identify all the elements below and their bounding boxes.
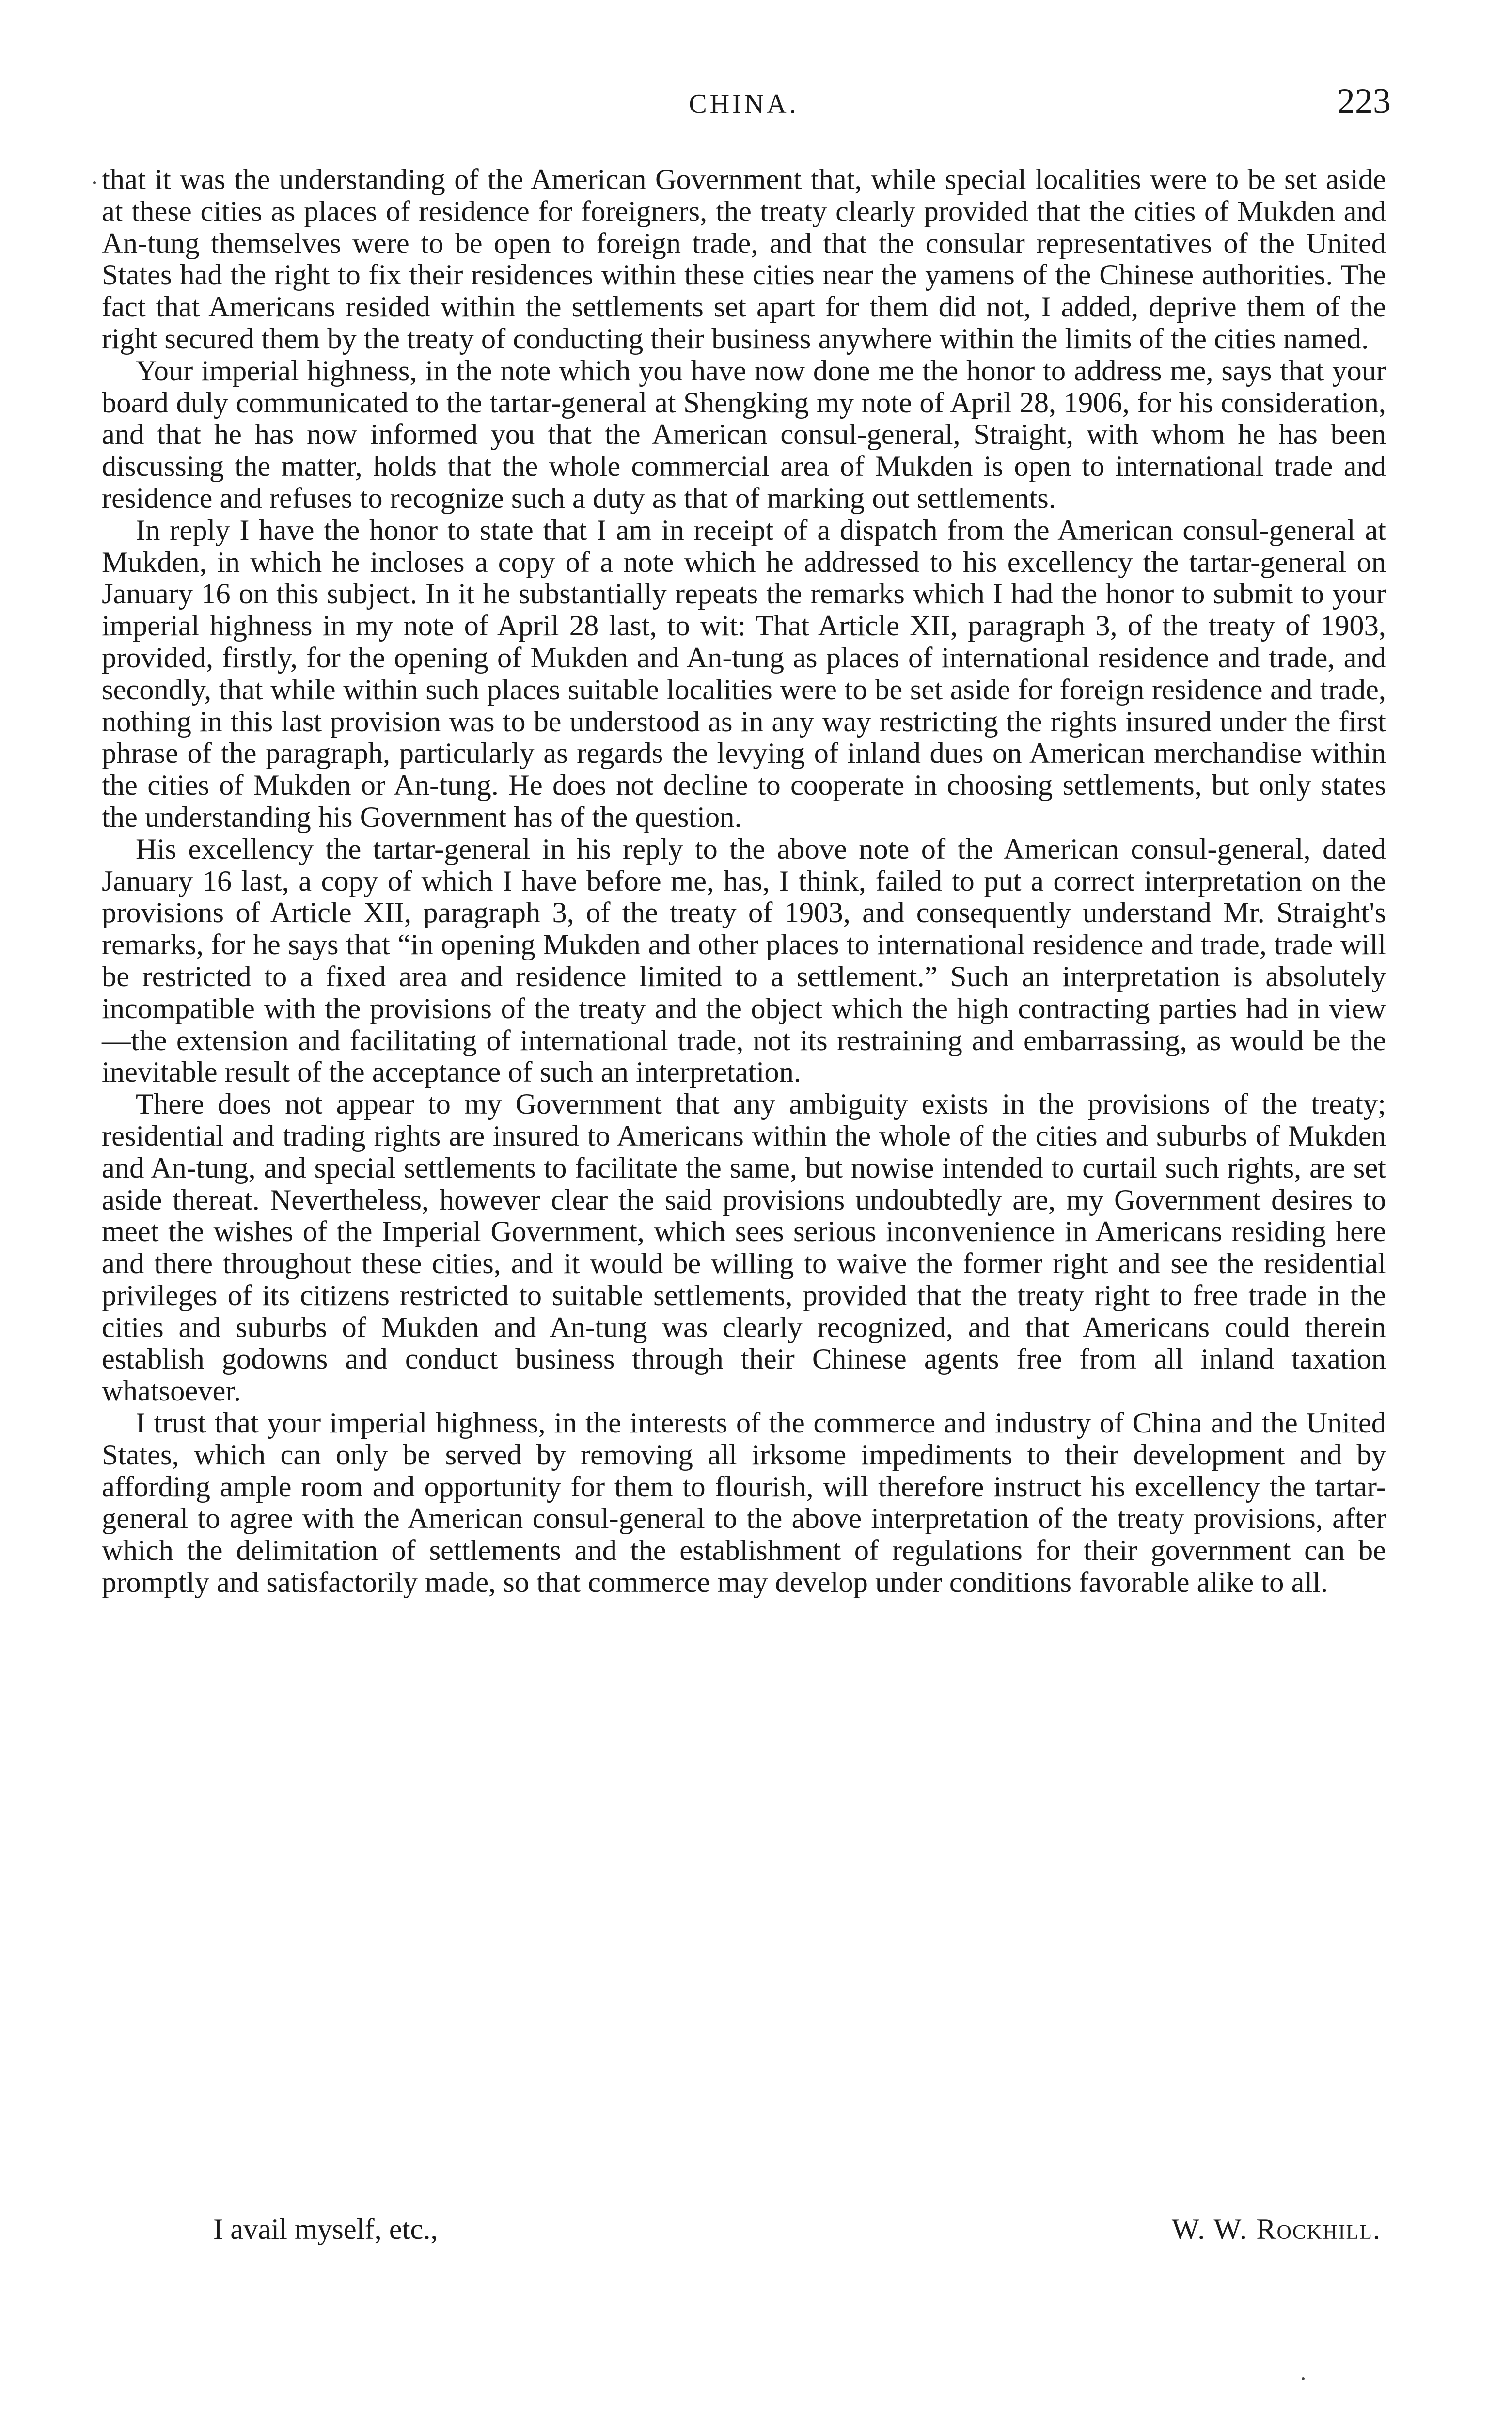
paragraph: There does not appear to my Government that any ambiguity exists in the provisions of the treaty; residential and trading rights are insured to Americans within the whole of the cities and suburbs of Mukden and An-tung, and special settlements to facilitate the same, but nowise intended to curtail such rights, are set aside thereat. Nevertheless, however clear the said provisions undoubtedly are, my Government desires to meet the wishes of the Imperial Government, which sees serious inconvenience in Americans residing here and there throughout these cities, and it would be willing to waive the former right and see the residential privileges of its citizens restricted to suitable settlements, provided that the treaty right to free trade in the cities and suburbs of Mukden and An-tung was clearly recognized, and that Americans could therein establish godowns and conduct business through their Chinese agents free from all inland taxation whatsoever.	[102, 1088, 1386, 1408]
page-number: 223	[1337, 81, 1391, 121]
paragraph: His excellency the tartar-general in his reply to the above note of the American consul-general, dated January 16 last, a copy of which I have before me, has, I think, failed to put a correct interpretation on the provisions of Article XII, paragraph 3, of the treaty of 1903, and consequently understand Mr. Straight's remarks, for he says that “in opening Mukden and other places to international residence and trade, trade will be restricted to a fixed area and residence limited to a settlement.” Such an interpretation is absolutely incompatible with the provisions of the treaty and the object which the high contracting parties had in view—the extension and facilitating of international trade, not its restraining and embarrassing, as would be the inevitable result of the acceptance of such an interpretation.	[102, 833, 1386, 1089]
letter-closing	[102, 2214, 1386, 2248]
scan-speck	[93, 181, 96, 184]
letter-body	[102, 164, 1386, 1599]
running-head	[102, 81, 1391, 126]
running-title: CHINA.	[689, 89, 799, 119]
paragraph-continuation: that it was the understanding of the American Government that, while special localities were to be set aside at these cities as places of residence for foreigners, the treaty clearly provided that the cities of Mukden and An-tung themselves were to be open to foreign trade, and that the consular representatives of the United States had the right to fix their residences within these cities near the yamens of the Chinese authorities. The fact that Americans resided within the settlements set apart for them did not, I added, deprive them of the right secured them by the treaty of conducting their business anywhere within the limits of the cities named.	[102, 163, 1386, 355]
complimentary-close: I avail myself, etc.,	[213, 2213, 438, 2246]
scan-speck	[1302, 2377, 1305, 2380]
paragraph: Your imperial highness, in the note which you have now done me the honor to address me, says that your board duly communicated to the tartar-general at Shengking my note of April 28, 1906, for his consideration, and that he has now informed you that the American consul-general, Straight, with whom he has been discussing the matter, holds that the whole commercial area of Mukden is open to international trade and residence and refuses to recognize such a duty as that of marking out settlements.	[102, 354, 1386, 515]
paragraph: In reply I have the honor to state that I am in receipt of a dispatch from the American consul-general at Mukden, in which he incloses a copy of a note which he addressed to his excellency the tartar-general on January 16 on this subject. In it he substantially repeats the remarks which I had the honor to submit to your imperial highness in my note of April 28 last, to wit: That Article XII, paragraph 3, of the treaty of 1903, provided, firstly, for the opening of Mukden and An-tung as places of international residence and trade, and secondly, that while within such places suitable localities were to be set aside for foreign residence and trade, nothing in this last provision was to be understood as in any way restricting the rights insured under the first phrase of the paragraph, particularly as regards the levying of inland dues on American merchandise within the cities of Mukden or An-tung. He does not decline to cooperate in choosing settlements, but only states the understanding his Government has of the question.	[102, 514, 1386, 834]
paragraph: I trust that your imperial highness, in the interests of the commerce and industry of China and the United States, which can only be served by removing all irksome impediments to their development and by affording ample room and opportunity for them to flourish, will therefore instruct his excellency the tartar-general to agree with the American consul-general to the above interpretation of the treaty provisions, after which the delimitation of settlements and the establishment of regulations for their government can be promptly and satisfactorily made, so that commerce may develop under conditions favorable alike to all.	[102, 1407, 1386, 1599]
signature: W. W. Rockhill.	[1171, 2213, 1381, 2246]
